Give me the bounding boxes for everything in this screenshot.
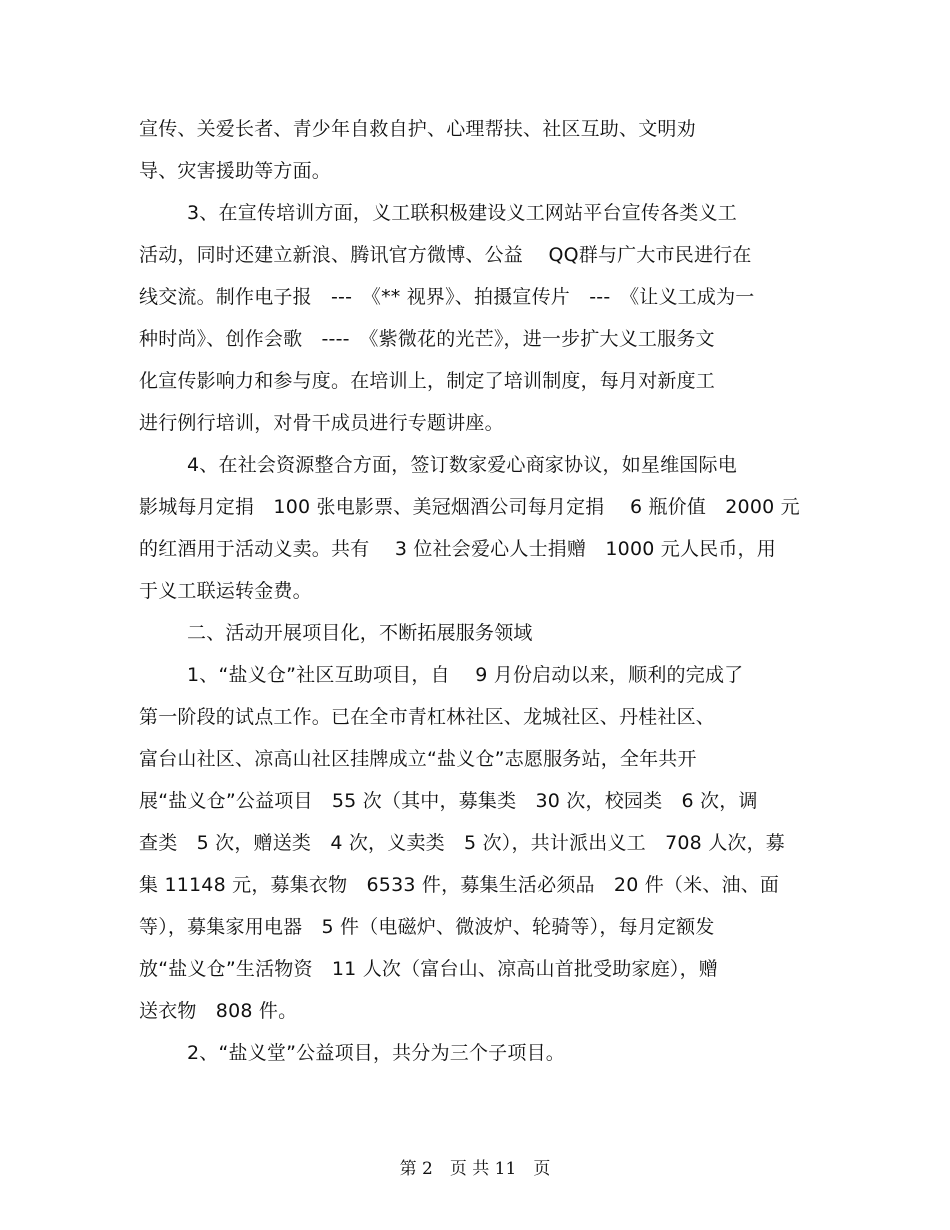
text-line: 化宣传影响力和参与度。在培训上，制定了培训制度，每月对新度工: [139, 370, 716, 392]
text-line: 活动，同时还建立新浪、腾讯官方微博、公益 QQ群与广大市民进行在: [139, 244, 752, 266]
text-line: 影城每月定捐 100 张电影票、美冠烟酒公司每月定捐 6 瓶价值 2000 元: [139, 496, 800, 518]
text-line: 集 11148 元，募集衣物 6533 件，募集生活必须品 20 件（米、油、面: [139, 874, 780, 896]
text-line: 4、在社会资源整合方面，签订数家爱心商家协议，如星维国际电: [187, 454, 737, 476]
page-footer: 第 2 页 共 11 页: [399, 1159, 551, 1179]
text-line: 查类 5 次，赠送类 4 次，义卖类 5 次），共计派出义工 708 人次，募: [139, 832, 785, 854]
text-line: 导、灾害援助等方面。: [139, 160, 332, 182]
text-line: 进行例行培训，对骨干成员进行专题讲座。: [139, 412, 504, 434]
text-line: 种时尚》、创作会歌 ---- 《紫微花的光芒》，进一步扩大义工服务文: [139, 328, 715, 350]
text-line: 第一阶段的试点工作。已在全市青杠林社区、龙城社区、丹桂社区、: [139, 706, 716, 728]
section-heading: 二、活动开展项目化，不断拓展服务领域: [187, 622, 533, 644]
text-line: 展“盐义仓”公益项目 55 次（其中，募集类 30 次，校园类 6 次，调: [139, 790, 758, 812]
text-line: 2、“盐义堂”公益项目，共分为三个子项目。: [187, 1042, 565, 1064]
text-line: 线交流。制作电子报 --- 《** 视界》、拍摄宣传片 --- 《让义工成为一: [139, 286, 755, 308]
text-line: 1、“盐义仓”社区互助项目，自 9 月份启动以来，顺利的完成了: [187, 664, 744, 686]
text-line: 的红酒用于活动义卖。共有 3 位社会爱心人士捐赠 1000 元人民币，用: [139, 538, 776, 560]
text-line: 宣传、关爱长者、青少年自救自护、心理帮扶、社区互助、文明劝: [139, 118, 696, 140]
text-line: 等），募集家用电器 5 件（电磁炉、微波炉、轮骑等），每月定额发: [139, 916, 715, 938]
text-line: 放“盐义仓”生活物资 11 人次（富台山、凉高山首批受助家庭），赠: [139, 958, 719, 980]
text-line: 3、在宣传培训方面，义工联积极建设义工网站平台宣传各类义工: [187, 202, 737, 224]
text-line: 于义工联运转金费。: [139, 580, 312, 602]
text-line: 送衣物 808 件。: [139, 1000, 298, 1022]
text-line: 富台山社区、凉高山社区挂牌成立“盐义仓”志愿服务站，全年共开: [139, 748, 697, 770]
